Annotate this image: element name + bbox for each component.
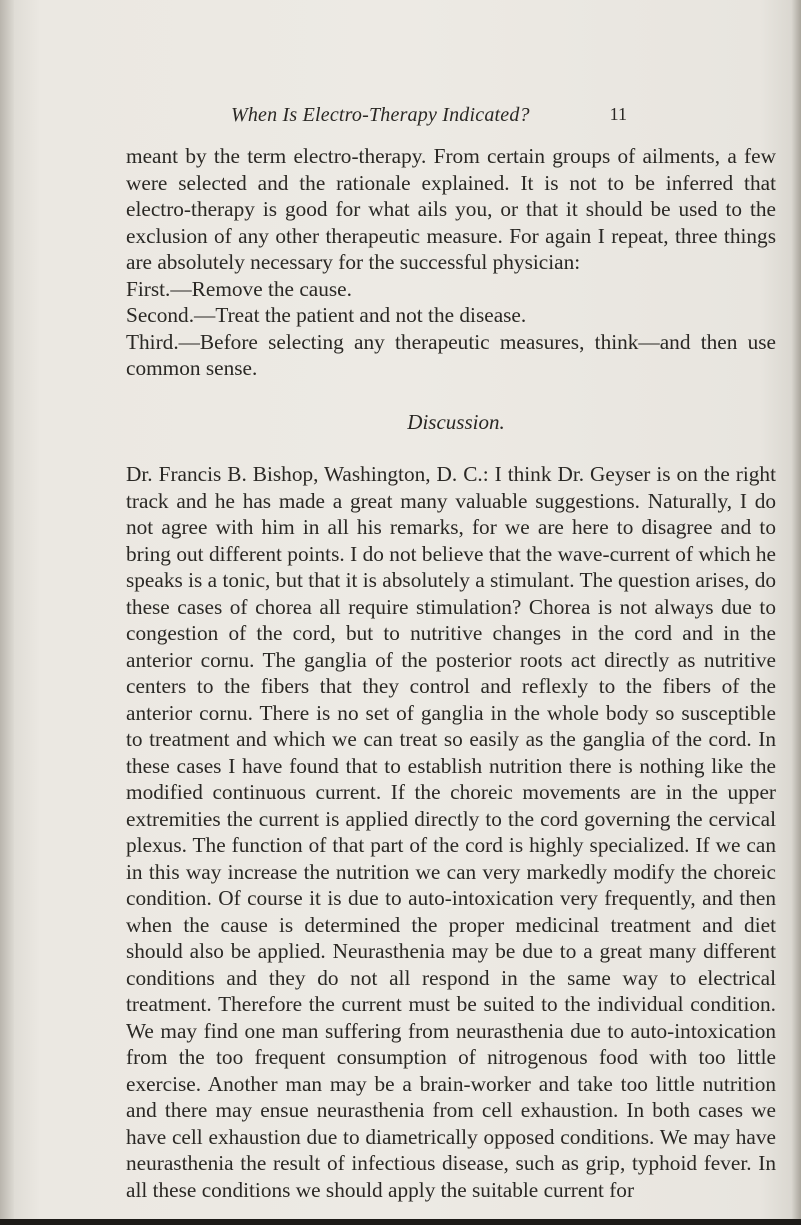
rule-second: Second.—Treat the patient and not the disease. bbox=[126, 303, 527, 327]
section-heading: Discussion. bbox=[407, 409, 505, 434]
page-gutter-left bbox=[0, 0, 14, 1225]
intro-paragraph: meant by the term electro-therapy. From certain groups of ailments, a few were selected and the rationale explained. It is not to be inferred that electro-therapy is good for what ails you, or that it should be used to the exclusion of any other therapeutic measure. For again I repeat, three things are absolutely necessary for the successful physician: bbox=[126, 144, 776, 274]
page-edge-right bbox=[791, 0, 801, 1225]
running-head: When Is Electro-Therapy Indicated? bbox=[231, 104, 530, 126]
page-header bbox=[231, 104, 627, 136]
rule-third: Third.—Before selecting any therapeutic measures, think—and then use common sense. bbox=[126, 329, 776, 380]
bottom-edge bbox=[0, 1219, 801, 1225]
page-number: 11 bbox=[609, 104, 627, 124]
page-body bbox=[126, 143, 776, 1203]
discussion-paragraph: Dr. Francis B. Bishop, Washington, D. C.: I think Dr. Geyser is on the right track and he has made a great many valuable suggestions. Naturally, I do not agree with him in all his remarks, for we are here to disagree and to bring out different points. I do not believe that the wave-current of which he speaks is a tonic, but that it is absolutely a stimulant. The question arises, do these cases of chorea all require stimulation? Chorea is not always due to congestion of the cord, but to nutritive changes in the cord and in the anterior cornu. The ganglia of the posterior roots act directly as nutritive centers to the fibers that they control and reflexly to the fibers of the anterior cornu. There is no set of ganglia in the whole body so susceptible to treatment and which we can treat so easily as the ganglia of the cord. In these cases I have found that to establish nutrition there is nothing like the modified continuous current. If the choreic movements are in the upper extremities the current is applied directly to the cord governing the cervical plexus. The function of that part of the cord is highly specialized. If we can in this way increase the nutrition we can very markedly modify the choreic condition. Of course it is due to auto-intoxication very frequently, and then when the cause is determined the proper medicinal treatment and diet should also be applied. Neurasthenia may be due to a great many different conditions and they do not all respond in the same way to electrical treatment. Therefore the current must be suited to the individual condition. We may find one man suffering from neurasthenia due to auto-intoxication from the too frequent consumption of nitrogenous food with too little exercise. Another man may be a brain-worker and take too little nutrition and there may ensue neurasthenia from cell exhaustion. In both cases we have cell exhaustion due to diametrically opposed conditions. We may have neurasthenia the result of infectious disease, such as grip, typhoid fever. In all these conditions we should apply the suitable current for bbox=[126, 462, 776, 1202]
rule-first: First.—Remove the cause. bbox=[126, 276, 352, 301]
